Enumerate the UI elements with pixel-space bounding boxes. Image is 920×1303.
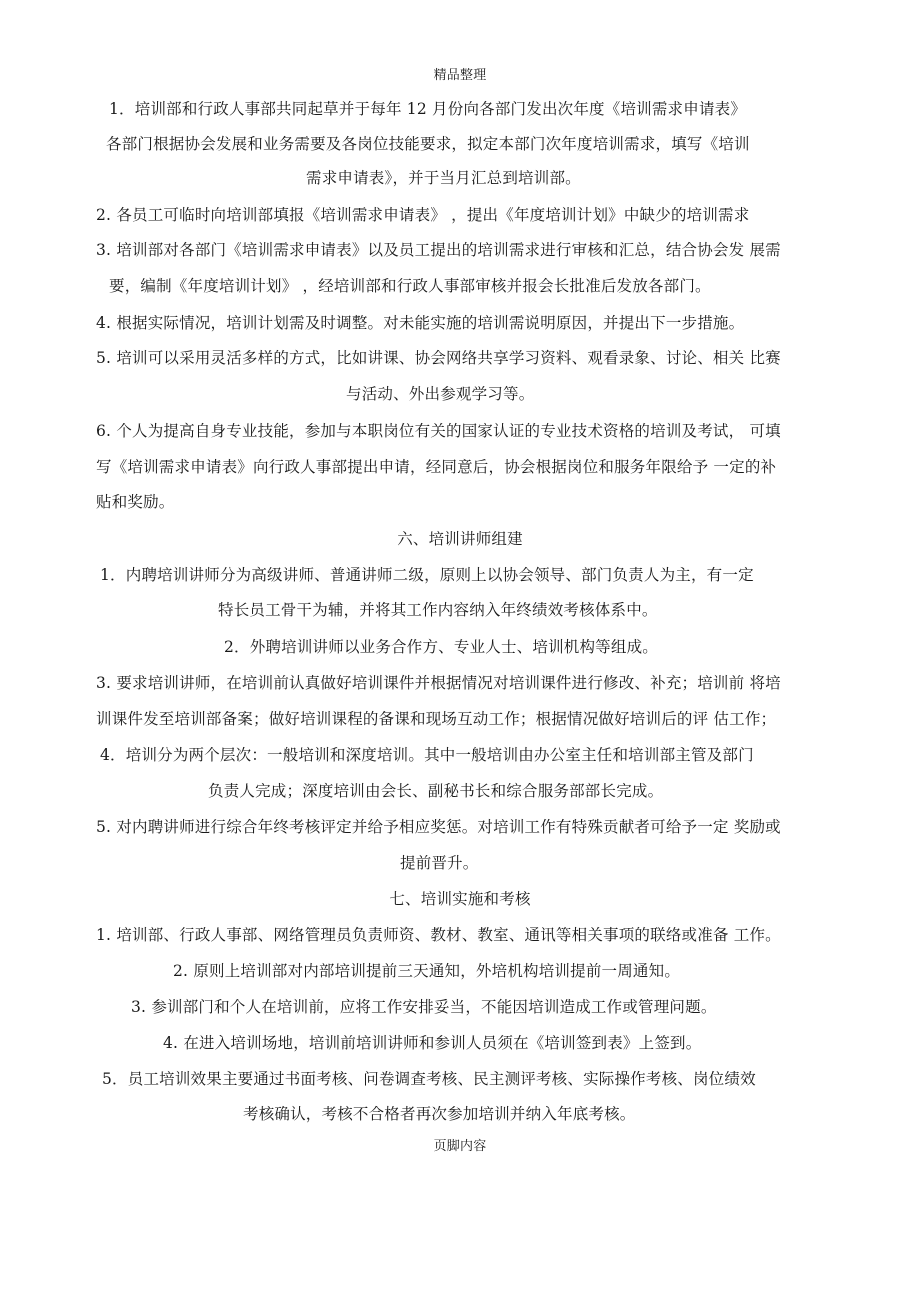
paragraph-line: 1．培训部和行政人事部共同起草并于每年 12 月份向各部门发出次年度《培训需求申请表》: [109, 100, 747, 118]
section-heading: 七、培训实施和考核: [389, 890, 531, 908]
paragraph-line: 4．培训分为两个层次：一般培训和深度培训。其中一般培训由办公室主任和培训部主管及部门: [100, 746, 754, 764]
paragraph-line: 1．内聘培训讲师分为高级讲师、普通讲师二级，原则上以协会领导、部门负责人为主，有一定: [100, 566, 754, 584]
paragraph-line: 训课件发至培训部备案；做好培训课程的备课和现场互动工作；根据情况做好培训后的评 估工作；: [96, 710, 777, 728]
paragraph-line: 需求申请表》，并于当月汇总到培训部。: [306, 169, 581, 187]
paragraph-line: 2. 各员工可临时向培训部填报《培训需求申请表》 ，提出《年度培训计划》中缺少的培训需求: [96, 206, 750, 224]
paragraph-line: 考核确认，考核不合格者再次参加培训并纳入年底考核。: [243, 1105, 636, 1123]
paragraph-line: 2．外聘培训讲师以业务合作方、专业人士、培训机构等组成。: [224, 638, 658, 656]
paragraph-line: 5. 对内聘讲师进行综合年终考核评定并给予相应奖惩。对培训工作有特殊贡献者可给予一定 奖励或: [96, 818, 781, 836]
paragraph-line: 贴和奖励。: [96, 493, 175, 511]
paragraph-line: 2. 原则上培训部对内部培训提前三天通知，外培机构培训提前一周通知。: [173, 962, 681, 980]
paragraph-line: 负责人完成；深度培训由会长、副秘书长和综合服务部部长完成。: [208, 782, 664, 800]
paragraph-line: 6. 个人为提高自身专业技能，参加与本职岗位有关的国家认证的专业技术资格的培训及考试， 可填: [96, 422, 781, 440]
paragraph-line: 与活动、外出参观学习等。: [346, 385, 535, 403]
paragraph-line: 3. 培训部对各部门《培训需求申请表》以及员工提出的培训需求进行审核和汇总，结合协会发 展需: [96, 241, 781, 259]
paragraph-line: 3. 要求培训讲师，在培训前认真做好培训课件并根据情况对培训课件进行修改、补充；培训前 将培: [96, 674, 781, 692]
paragraph-line: 4. 根据实际情况，培训计划需及时调整。对未能实施的培训需说明原因，并提出下一步措施。: [96, 314, 745, 332]
page-header: 精品整理: [433, 68, 487, 83]
paragraph-line: 写《培训需求申请表》向行政人事部提出申请，经同意后，协会根据岗位和服务年限给予 一定的补: [96, 458, 777, 476]
paragraph-line: 提前晋升。: [400, 854, 479, 872]
paragraph-line: 3. 参训部门和个人在培训前，应将工作安排妥当，不能因培训造成工作或管理问题。: [131, 998, 717, 1016]
paragraph-line: 5. 培训可以采用灵活多样的方式，比如讲课、协会网络共享学习资料、观看录象、讨论、相关 比赛: [96, 349, 781, 367]
page-footer: 页脚内容: [433, 1139, 487, 1154]
paragraph-line: 要，编制《年度培训计划》 ，经培训部和行政人事部审核并报会长批准后发放各部门。: [109, 277, 711, 295]
paragraph-line: 4. 在进入培训场地，培训前培训讲师和参训人员须在《培训签到表》上签到。: [163, 1034, 702, 1052]
paragraph-line: 5．员工培训效果主要通过书面考核、问卷调查考核、民主测评考核、实际操作考核、岗位绩效: [102, 1070, 756, 1088]
paragraph-line: 1. 培训部、行政人事部、网络管理员负责师资、教材、教室、通讯等相关事项的联络或准备 工作。: [96, 926, 781, 944]
paragraph-line: 各部门根据协会发展和业务需要及各岗位技能要求，拟定本部门次年度培训需求，填写《培训: [106, 135, 750, 153]
section-heading: 六、培训讲师组建: [397, 530, 523, 548]
paragraph-line: 特长员工骨干为辅，并将其工作内容纳入年终绩效考核体系中。: [218, 601, 658, 619]
